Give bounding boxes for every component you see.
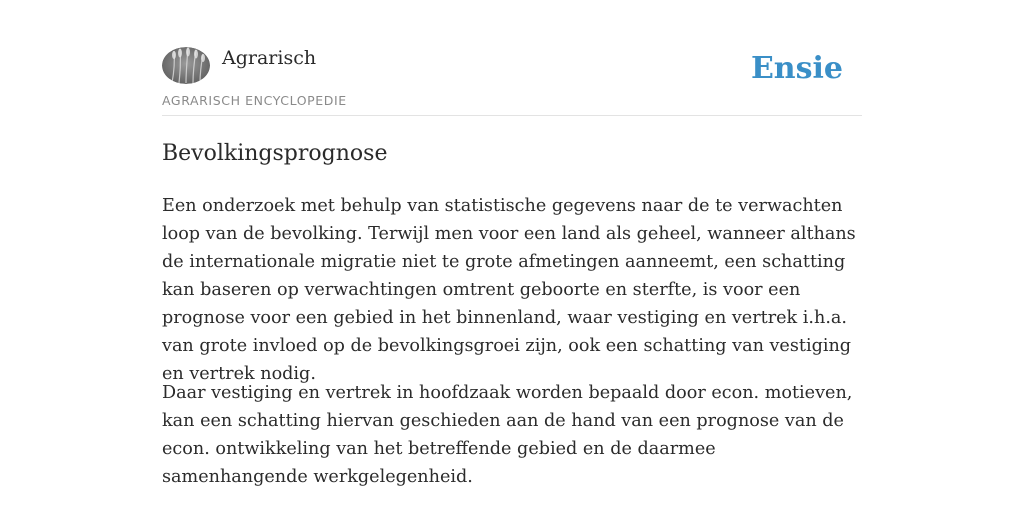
page-header — [162, 0, 862, 116]
page-content — [162, 0, 862, 487]
article-paragraph: Een onderzoek met behulp van statistische gegevens naar de te verwachten loop van de bevolking. Terwijl men voor een land als geheel, wanneer althans de internationale migratie niet te grote afmetingen aanneemt, een schatting kan baseren op verwachtingen omtrent geboorte en sterfte, is voor een prognose voor een gebied in het binnenland, waar vestiging en vertrek i.h.a. van grote invloed op de bevolkingsgroei zijn, ook een schatting van vestiging en vertrek nodig. — [162, 196, 856, 384]
wheat-icon[interactable] — [162, 47, 210, 84]
source-subtitle: AGRARISCH ENCYCLOPEDIE — [162, 93, 347, 108]
article-paragraph: Daar vestiging en vertrek in hoofdzaak worden bepaald door econ. motieven, kan een schatting hiervan geschieden aan de hand van een prognose van de econ. ontwikkeling van het betreffende gebied en de daarmee samenhangende werkgelegenheid. — [162, 383, 853, 487]
source-name[interactable]: Agrarisch — [222, 47, 317, 69]
article-title: Bevolkingsprognose — [162, 141, 388, 166]
brand-logo[interactable]: Ensie — [750, 51, 843, 86]
